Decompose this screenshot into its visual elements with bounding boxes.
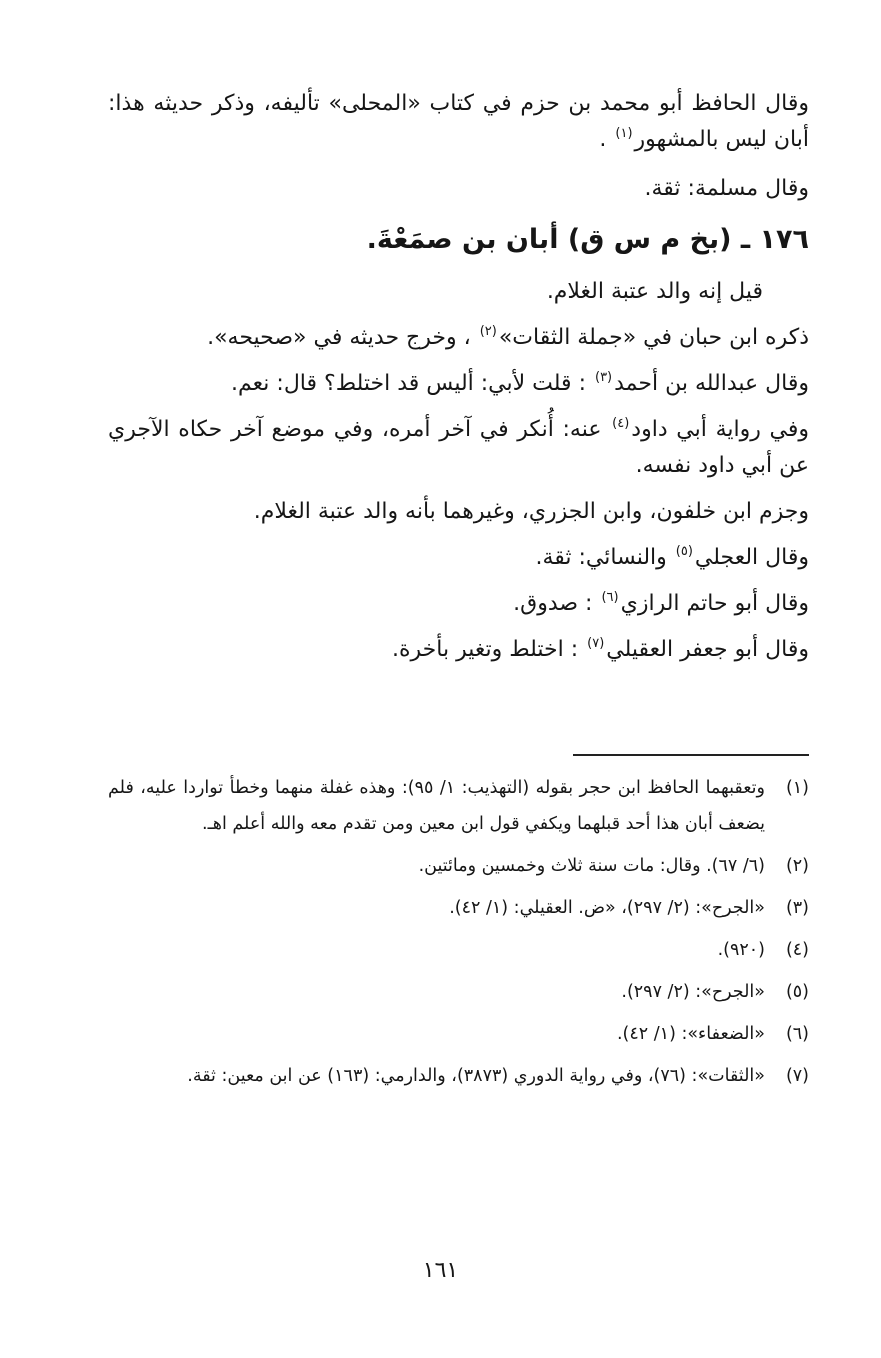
entry-paragraph: قيل إنه والد عتبة الغلام. <box>546 279 763 304</box>
entry-paragraph: ذكره ابن حبان في «جملة الثقات»$^{(٢)}$ ، وخرج حديثه في «صحيحه». <box>207 324 809 350</box>
entry-paragraph: وجزم ابن خلفون، وابن الجزري، وغيرهما بأنه والد عتبة الغلام. <box>253 499 809 524</box>
footnote-item <box>108 1016 809 1052</box>
page-number: ١٦١ <box>422 1258 459 1283</box>
footnote-ref[interactable]: (٧) <box>587 636 605 651</box>
footnote-item <box>108 974 809 1010</box>
footnote-text: «الثقات»: (٧٦)، وفي رواية الدوري (٣٨٧٣)، والدارمي: (١٦٣) عن ابن معين: ثقة. <box>187 1066 765 1086</box>
footnote-item <box>108 890 809 926</box>
footnote-ref[interactable]: (٣) <box>594 370 613 385</box>
footnote-item <box>108 770 809 842</box>
entry-paragraph: وقال العجلي$^{(٥)}$ والنسائي: ثقة. <box>535 544 809 570</box>
footnote-text: «الجرح»: (٢/ ٢٩٧)، «ض. العقيلي: (١/ ٤٢). <box>449 898 765 918</box>
footnote-item <box>108 1058 809 1094</box>
footnote-number: (٥) <box>785 982 809 1002</box>
footnote-ref[interactable]: (٥) <box>675 544 693 559</box>
entry-paragraph: وفي رواية أبي داود$^{(٤)}$ عنه: أُنكر في آخر أمره، وفي موضع آخر حكاه الآجري عن أبي داود نفسه. <box>108 416 810 478</box>
entry-paragraph: وقال عبدالله بن أحمد$^{(٣)}$ : قلت لأبي: أليس قد اختلط؟ قال: نعم. <box>231 370 809 396</box>
footnote-ref[interactable]: (٦) <box>601 590 619 605</box>
footnote-text: وتعقبهما الحافظ ابن حجر بقوله (التهذيب: ١/ ٩٥): وهذه غفلة منهما وخطأ تواردا عليه، فلم يضعف أبان هذا أحد قبلهما ويكفي قول ابن معين ومن تقدم معه والله أعلم اهـ. <box>108 778 765 834</box>
main-text <box>108 86 809 678</box>
entry-paragraph: وقال أبو جعفر العقيلي$^{(٧)}$ : اختلط وتغير بأخرة. <box>392 636 809 662</box>
footnote-ref[interactable]: (١) <box>615 126 633 141</box>
footnote-text: «الضعفاء»: (١/ ٤٢). <box>616 1024 765 1044</box>
footnote-separator <box>573 754 809 756</box>
footnote-number: (٦) <box>785 1024 809 1044</box>
footnotes <box>108 770 809 1100</box>
footnote-number: (١) <box>785 778 809 798</box>
footnote-number: (٧) <box>785 1066 809 1086</box>
paragraph-maslama: وقال مسلمة: ثقة. <box>644 176 809 201</box>
footnote-ref[interactable]: (٤) <box>612 416 630 431</box>
entry-paragraph: وقال أبو حاتم الرازي$^{(٦)}$ : صدوق. <box>513 590 809 616</box>
footnote-ref[interactable]: (٢) <box>479 324 497 339</box>
footnote-item <box>108 848 809 884</box>
footnote-number: (٤) <box>785 940 809 960</box>
footnote-text: (٩٢٠). <box>717 940 765 960</box>
footnote-item <box>108 932 809 968</box>
footnote-number: (٢) <box>785 856 809 876</box>
entry-heading: ١٧٦ ـ (بخ م س ق) أبان بن صمَعْةَ. <box>366 224 809 255</box>
footnote-text: «الجرح»: (٢/ ٢٩٧). <box>621 982 765 1002</box>
footnote-text: (٦/ ٦٧). وقال: مات سنة ثلاث وخمسين ومائتين. <box>418 856 765 876</box>
footnote-number: (٣) <box>785 898 809 918</box>
paragraph-ibn-hazm: وقال الحافظ أبو محمد بن حزم في كتاب «المحلى» تأليفه، وذكر حديثه هذا: أبان ليس بالمشهور$^{(١)}$ . <box>108 91 809 152</box>
